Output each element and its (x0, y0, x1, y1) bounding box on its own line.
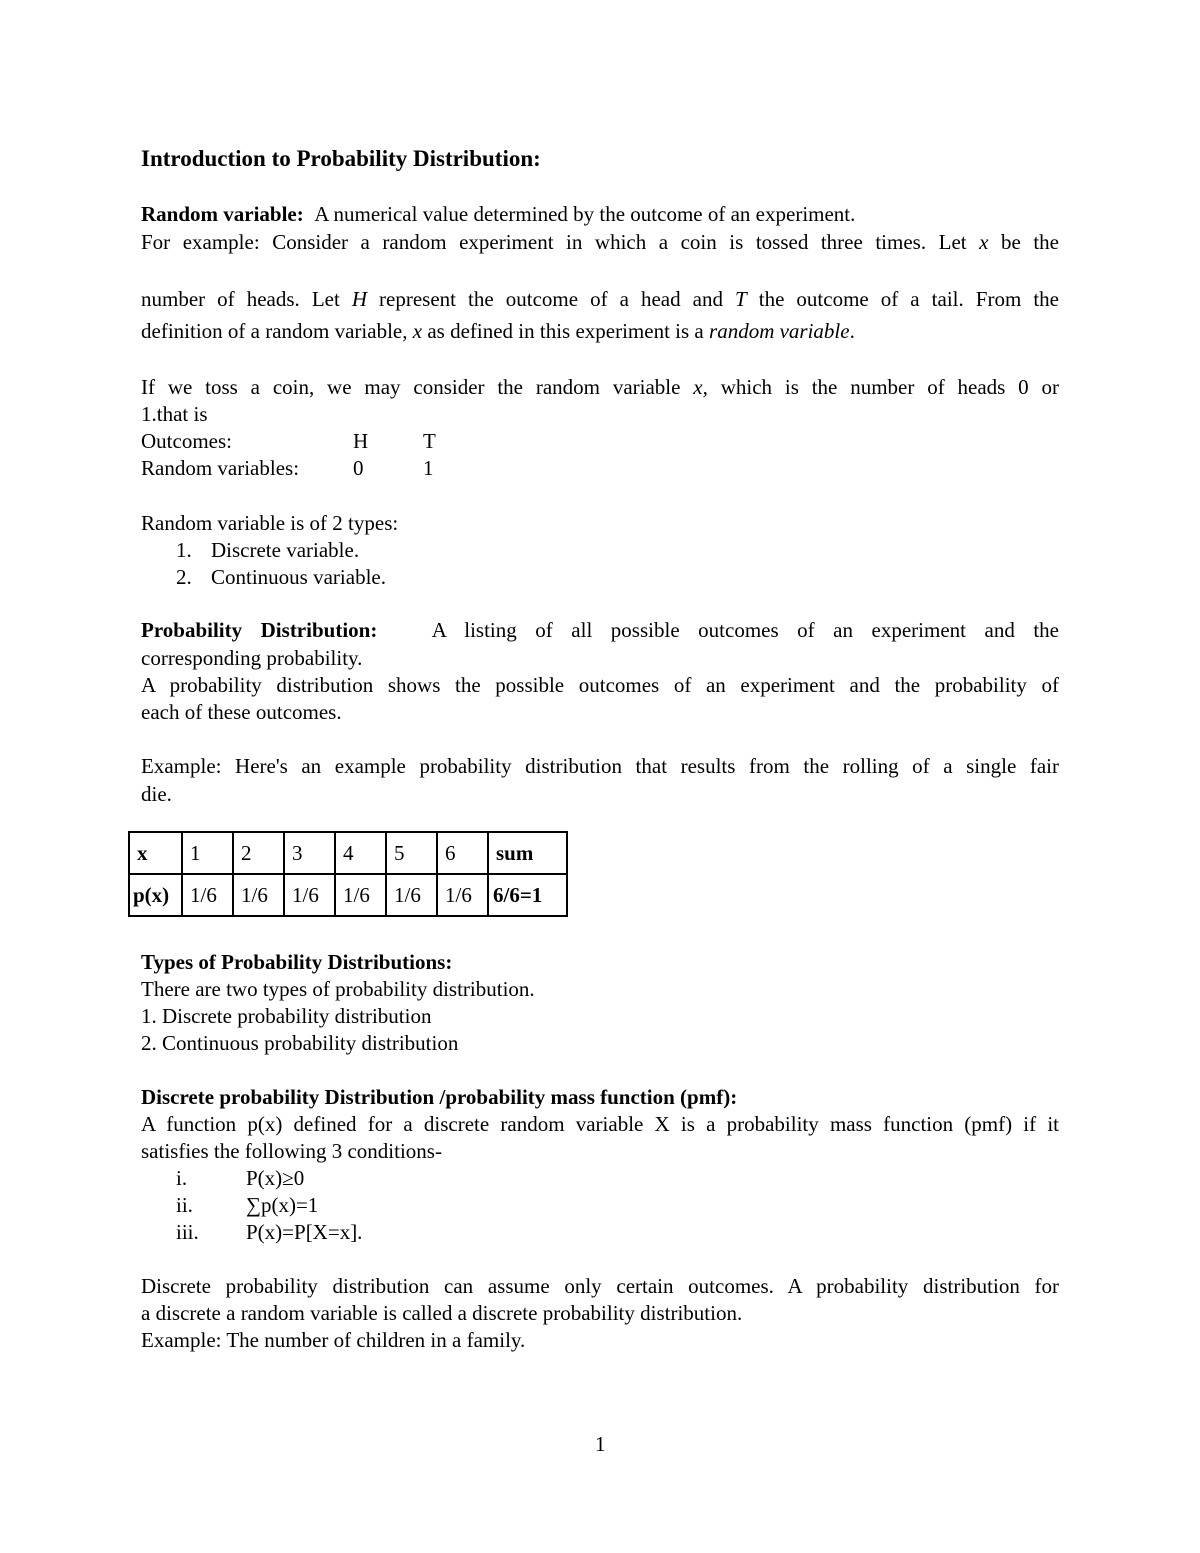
condition-number: ii. (176, 1193, 193, 1217)
coin-line-1: If we toss a coin, we may consider the random variable x, which is the number of heads 0 or (141, 375, 1059, 399)
list-item-number: 2. (176, 565, 192, 589)
table-cell: 3 (284, 832, 335, 874)
list-item-text: Continuous variable. (211, 565, 386, 589)
table-cell: sum (488, 832, 567, 874)
random-variables-label: Random variables: (141, 456, 300, 480)
table-cell: 6 (437, 832, 488, 874)
discrete-line-3: Example: The number of children in a family. (141, 1328, 526, 1352)
list-item-text: Discrete variable. (211, 538, 360, 562)
table-cell: 1/6 (233, 874, 284, 916)
table-cell: 2 (233, 832, 284, 874)
outcome-t: T (423, 429, 436, 453)
table-row (129, 832, 567, 874)
condition-text: P(x)≥0 (246, 1166, 305, 1190)
random-variable-text: A numerical value determined by the outcome of an experiment. (314, 202, 856, 226)
discrete-line-1: Discrete probability distribution can assume only certain outcomes. A probability distribution for (141, 1274, 1059, 1298)
types-pd-item-2: 2. Continuous probability distribution (141, 1031, 459, 1055)
types-pd-heading: Types of Probability Distributions: (141, 950, 453, 974)
die-distribution-table (128, 831, 568, 917)
types-pd-intro: There are two types of probability distribution. (141, 977, 535, 1001)
prob-dist-line-4: each of these outcomes. (141, 700, 342, 724)
table-cell: x (129, 832, 182, 874)
pmf-heading: Discrete probability Distribution /probability mass function (pmf): (141, 1085, 738, 1109)
example-line-1: For example: Consider a random experiment in which a coin is tossed three times. Let x be the (141, 230, 1059, 254)
example-line-3: definition of a random variable, x as defined in this experiment is a random variable. (141, 319, 855, 343)
table-cell: 6/6=1 (488, 874, 567, 916)
example-line-2: number of heads. Let H represent the outcome of a head and T the outcome of a tail. From the (141, 287, 1059, 311)
table-cell: 1/6 (182, 874, 233, 916)
condition-number: i. (176, 1166, 188, 1190)
table-cell: 1/6 (386, 874, 437, 916)
page-number: 1 (595, 1432, 606, 1456)
prob-dist-line-1: Probability Distribution: A listing of all possible outcomes of an experiment and the (141, 618, 1059, 642)
discrete-line-2: a discrete a random variable is called a discrete probability distribution. (141, 1301, 743, 1325)
random-variable-definition (141, 204, 855, 225)
prob-dist-term: Probability Distribution: (141, 618, 378, 642)
rv-types-intro: Random variable is of 2 types: (141, 511, 399, 535)
types-pd-item-1: 1. Discrete probability distribution (141, 1004, 432, 1028)
random-variable-term: Random variable: (141, 202, 304, 226)
table-cell: 1/6 (437, 874, 488, 916)
pmf-line-1: A function p(x) defined for a discrete random variable X is a probability mass function (pmf) if it (141, 1112, 1059, 1136)
page-title: Introduction to Probability Distribution: (141, 146, 541, 171)
pmf-line-2: satisfies the following 3 conditions- (141, 1139, 442, 1163)
rv-value-0: 0 (353, 456, 364, 480)
condition-number: iii. (176, 1220, 199, 1244)
table-cell: 1/6 (335, 874, 386, 916)
table-cell: 1/6 (284, 874, 335, 916)
table-cell: p(x) (129, 874, 182, 916)
outcome-h: H (353, 429, 369, 453)
condition-text: P(x)=P[X=x]. (246, 1220, 363, 1244)
example-die-line-2: die. (141, 782, 172, 806)
table-cell: 4 (335, 832, 386, 874)
condition-text: ∑p(x)=1 (246, 1193, 319, 1217)
prob-dist-line-3: A probability distribution shows the possible outcomes of an experiment and the probability of (141, 673, 1059, 697)
table-row (129, 874, 567, 916)
rv-value-1: 1 (423, 456, 434, 480)
coin-line-2: 1.that is (141, 402, 208, 426)
table-cell: 1 (182, 832, 233, 874)
outcomes-label: Outcomes: (141, 429, 232, 453)
example-die-line-1: Example: Here's an example probability distribution that results from the rolling of a single fair (141, 754, 1059, 778)
prob-dist-line-2: corresponding probability. (141, 646, 363, 670)
table-cell: 5 (386, 832, 437, 874)
list-item-number: 1. (176, 538, 192, 562)
